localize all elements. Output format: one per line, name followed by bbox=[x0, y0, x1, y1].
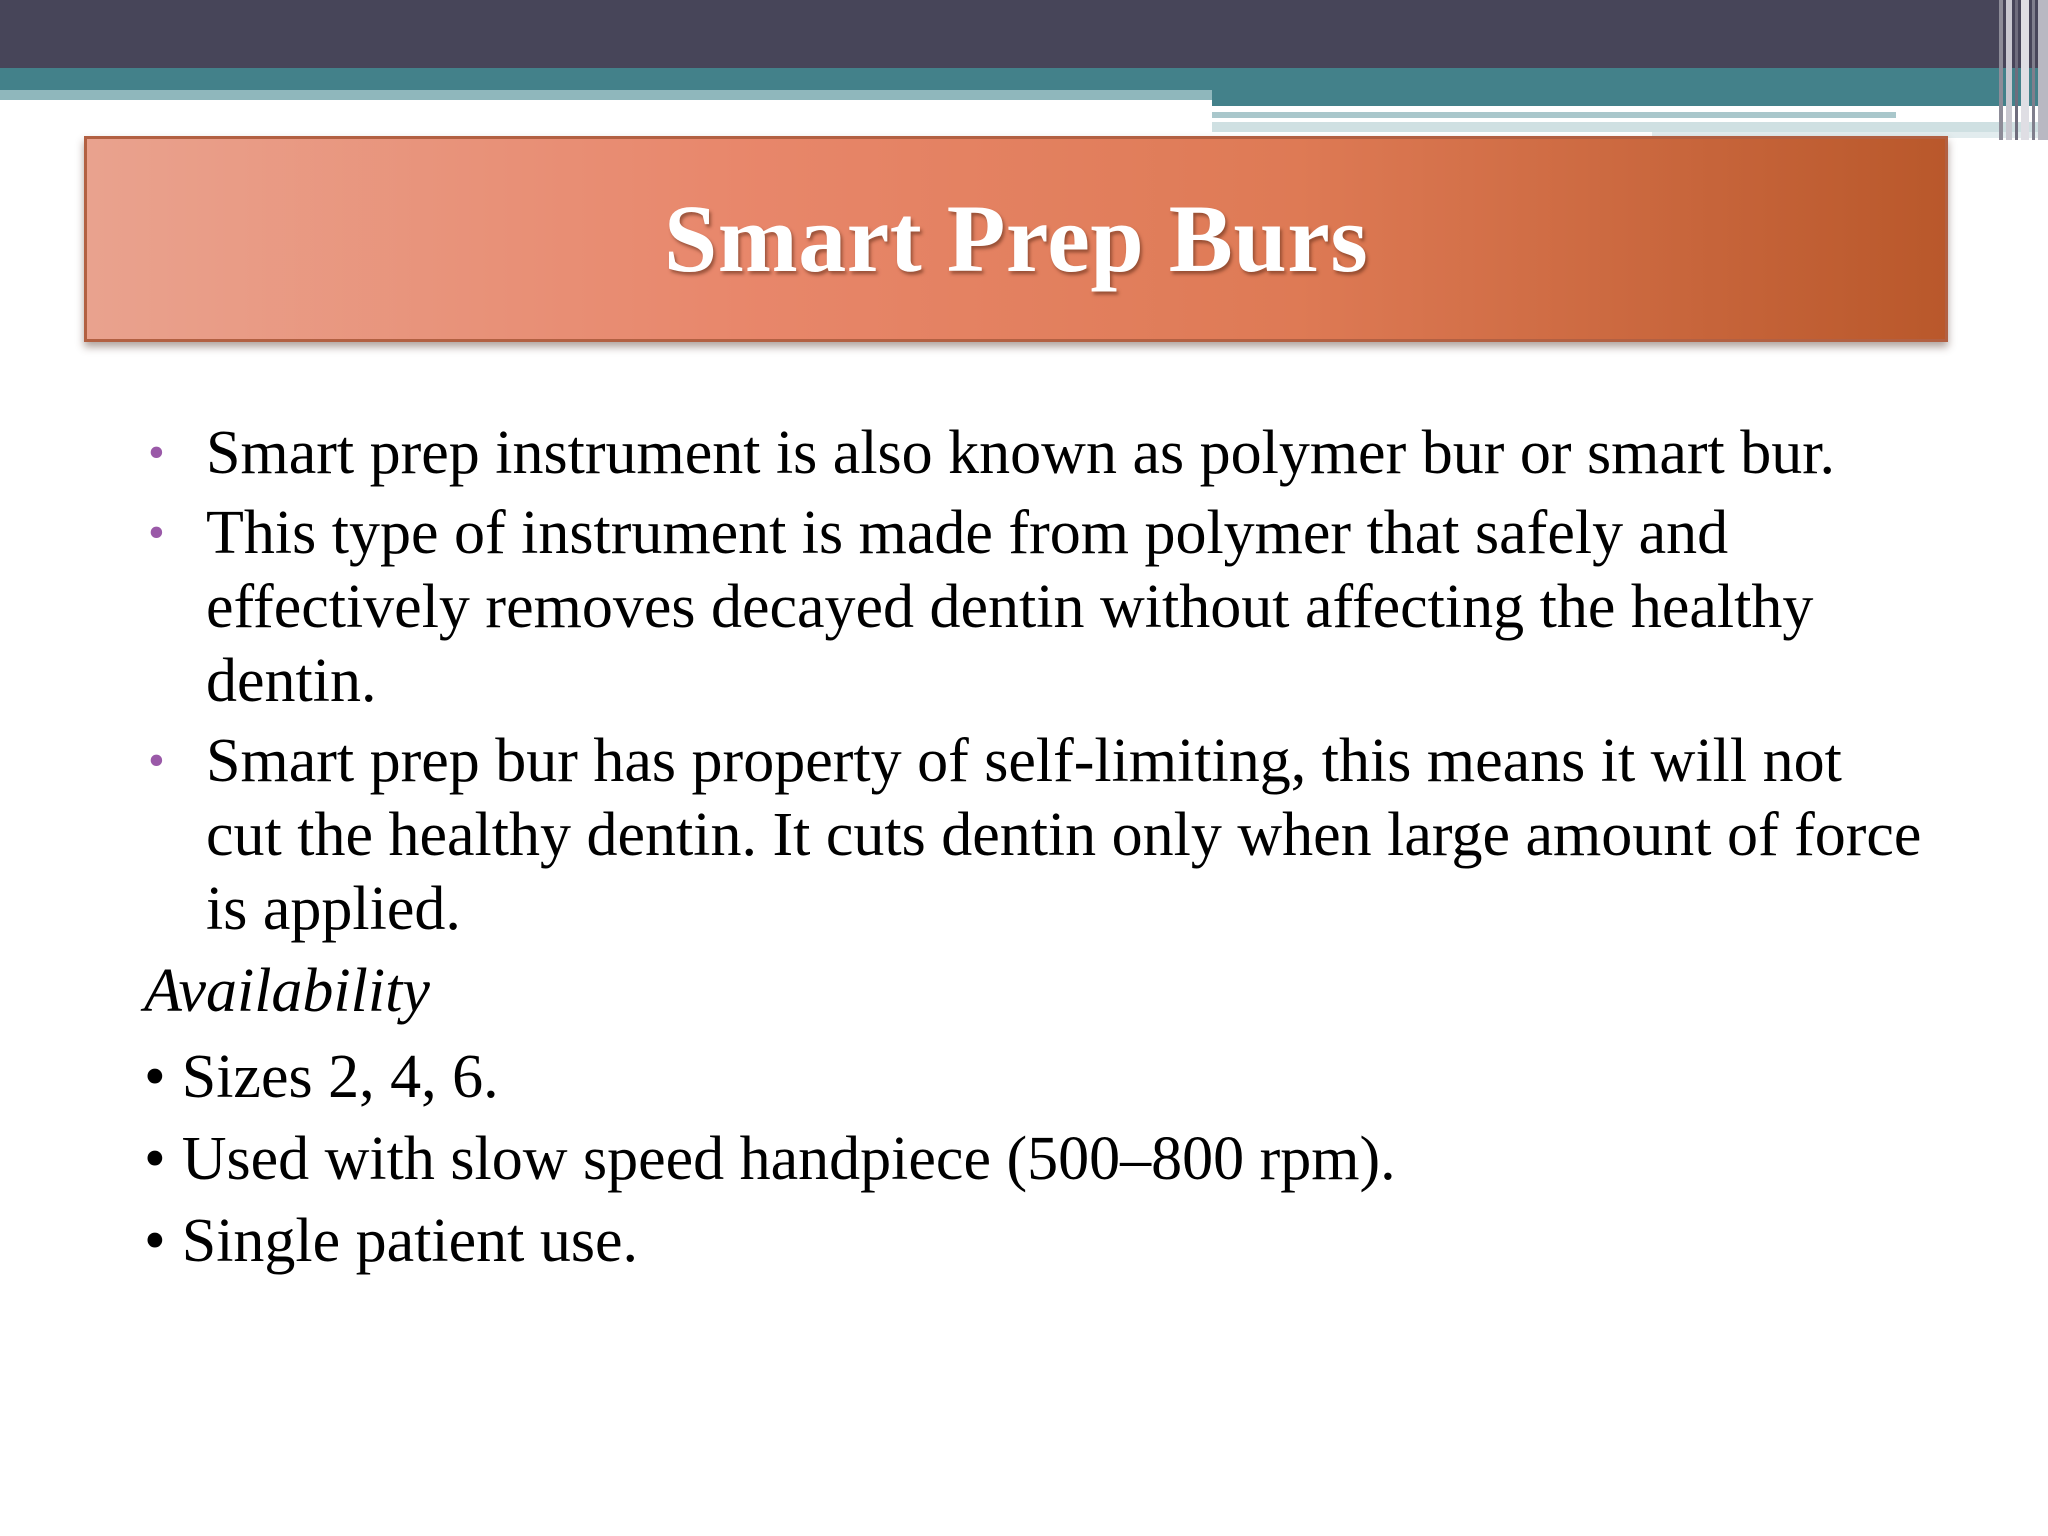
bullet-text: Smart prep instrument is also known as polymer bur or smart bur. bbox=[206, 419, 1835, 487]
bullet-text: This type of instrument is made from polymer that safely and effectively removes decayed dentin without affecting the healthy dentin. bbox=[206, 499, 1814, 715]
slide-title: Smart Prep Burs bbox=[663, 185, 1369, 292]
bullet-dot-icon: • bbox=[144, 1125, 166, 1193]
header-right-line bbox=[1212, 122, 2048, 132]
list-item bbox=[144, 416, 1924, 490]
header-teal-bar bbox=[0, 68, 2048, 90]
availability-list bbox=[144, 1036, 1924, 1282]
bullet-dot-icon: • bbox=[148, 506, 165, 559]
list-item bbox=[144, 724, 1924, 946]
list-item bbox=[144, 1036, 1924, 1118]
list-item bbox=[144, 1200, 1924, 1282]
availability-heading: Availability bbox=[144, 957, 430, 1025]
header-dark-bar bbox=[0, 0, 2048, 68]
bullet-text: Smart prep bur has property of self-limiting, this means it will not cut the healthy dentin. It cuts dentin only when large amount of force is applied. bbox=[206, 727, 1922, 943]
list-item bbox=[144, 1118, 1924, 1200]
bullet-dot-icon: • bbox=[144, 1207, 166, 1275]
bullet-list bbox=[144, 416, 1924, 946]
slide-body bbox=[144, 416, 1924, 1282]
availability-text: Sizes 2, 4, 6. bbox=[181, 1043, 499, 1111]
header-light-teal-bar bbox=[0, 90, 1212, 100]
bullet-dot-icon: • bbox=[148, 734, 165, 787]
availability-text: Used with slow speed handpiece (500–800 rpm). bbox=[181, 1125, 1396, 1193]
bullet-dot-icon: • bbox=[148, 426, 165, 479]
header-right-teal-bar bbox=[1212, 90, 2048, 106]
header-edge-stripes bbox=[1988, 0, 2048, 140]
header-right-line bbox=[1212, 112, 1896, 118]
availability-text: Single patient use. bbox=[181, 1207, 639, 1275]
title-banner bbox=[84, 136, 1948, 342]
bullet-dot-icon: • bbox=[144, 1043, 166, 1111]
list-item bbox=[144, 496, 1924, 718]
